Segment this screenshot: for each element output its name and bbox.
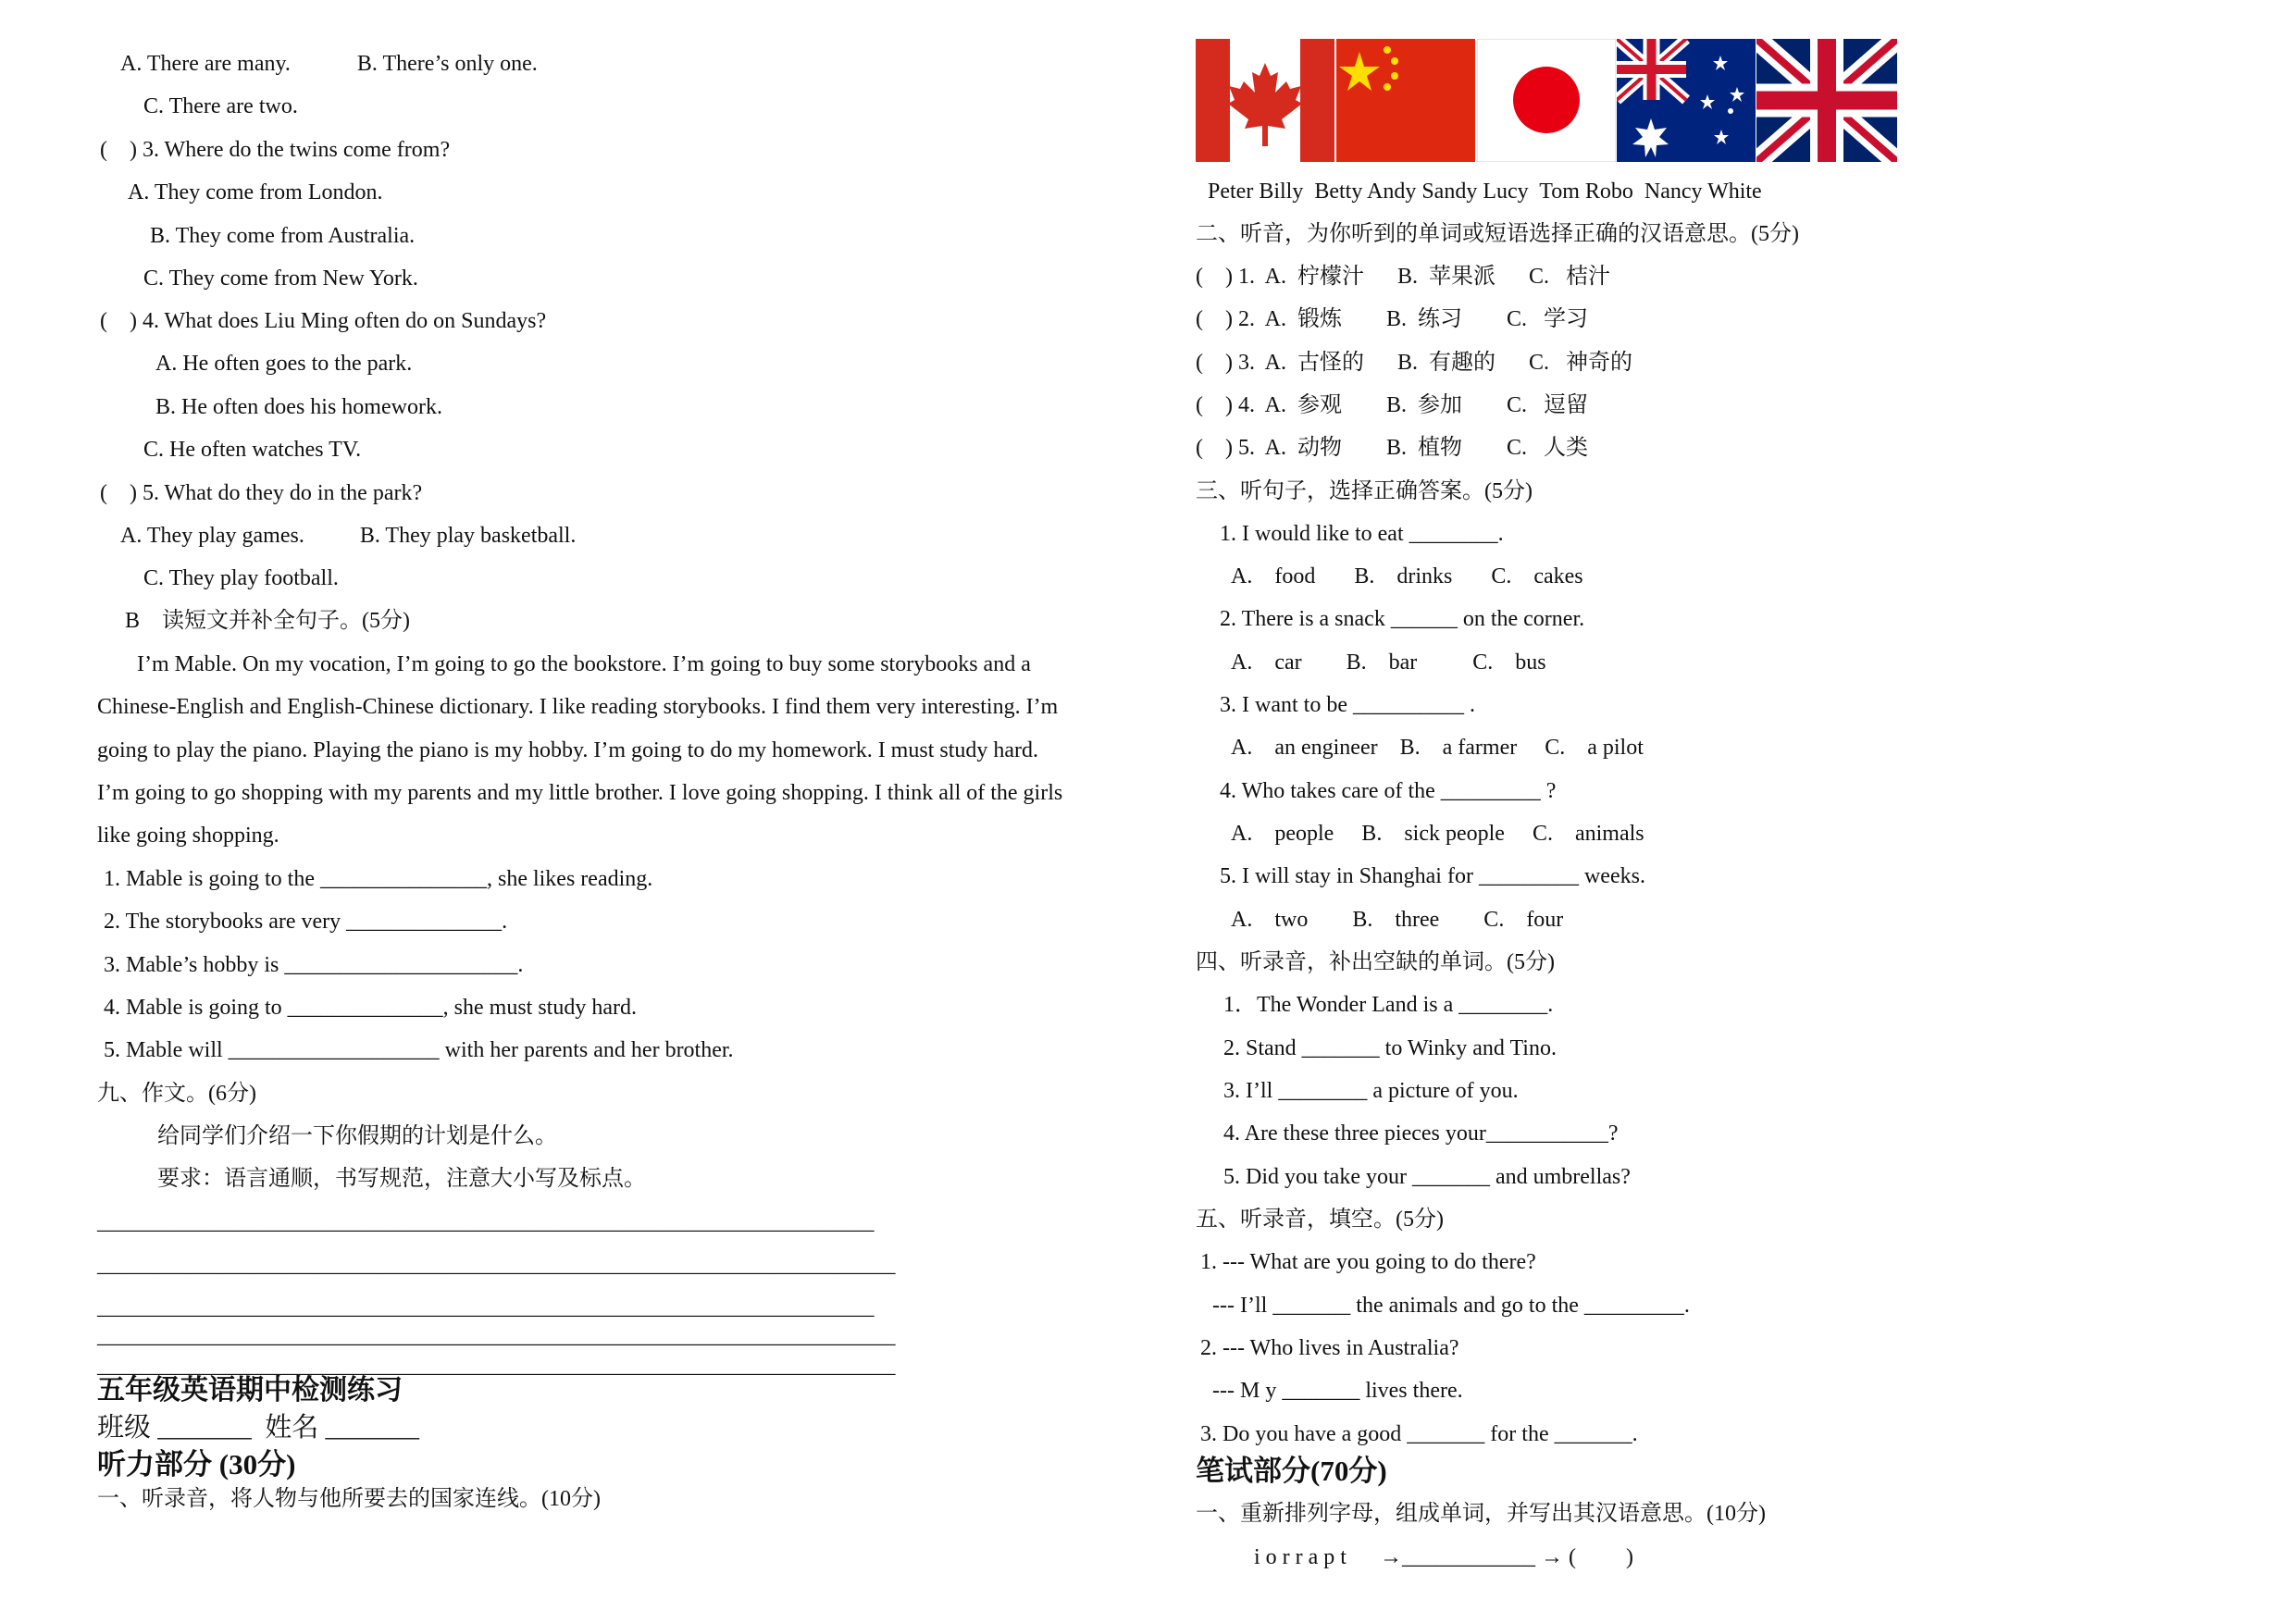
blank-question-5: 5. Did you take your _______ and umbrellas? [1223,1165,1631,1189]
q3-option-b: B. They come from Australia. [150,224,416,248]
section-2-heading: 二、听音，为你听到的单词或短语选择正确的汉语意思。(5分) [1196,222,1799,246]
sentence-options-4: A. people B. sick people C. animals [1231,822,1644,846]
dialogue-2-question: 2. --- Who lives in Australia? [1200,1336,1459,1360]
china-flag-icon [1336,39,1475,162]
blank-question-4: 4. Are these three pieces your___________? [1223,1121,1619,1146]
writing-line: _________________________________________________________________________ [97,1210,875,1233]
writing-line: _________________________________________________________________________ [97,1295,875,1319]
q4-option-b: B. He often does his homework. [155,395,442,419]
scramble-word-1: i o r r a p t →____________ → ( ) [1254,1545,1633,1569]
passage-line-4: I’m going to go shopping with my parents and my little brother. I love going shopping. I think all of the girls [97,781,1063,805]
writing-line: ___________________________________________________________________________ [97,1324,896,1347]
sentence-question-2: 2. There is a snack ______ on the corner. [1220,607,1585,631]
choice-question-3: ( ) 3. A. 古怪的 B. 有趣的 C. 神奇的 [1196,351,1633,375]
names-list: Peter Billy Betty Andy Sandy Lucy Tom Robo Nancy White [1208,180,1762,204]
sentence-options-3: A. an engineer B. a farmer C. a pilot [1231,736,1644,760]
blank-question-3: 3. I’ll ________ a picture of you. [1223,1079,1519,1103]
sentence-question-3: 3. I want to be __________ . [1220,693,1475,717]
q2-options-ab: A. There are many. B. There’s only one. [120,52,538,76]
sentence-options-1: A. food B. drinks C. cakes [1231,564,1583,588]
sentence-options-5: A. two B. three C. four [1231,908,1564,932]
question-5: ( ) 5. What do they do in the park? [100,481,423,505]
blank-question-2: 2. Stand _______ to Winky and Tino. [1223,1036,1557,1060]
listening-heading: 听力部分 (30分) [97,1448,296,1481]
composition-prompt: 给同学们介绍一下你假期的计划是什么。 [157,1124,557,1148]
dialogue-1-question: 1. --- What are you going to do there? [1200,1250,1536,1274]
fill-sentence-1: 1. Mable is going to the _______________, she likes reading. [104,867,653,891]
writing-line: ___________________________________________________________________________ [97,1253,896,1276]
q5-option-c: C. They play football. [143,566,339,590]
passage-line-2: Chinese-English and English-Chinese dictionary. I like reading storybooks. I find them very interesting. I’m [97,695,1059,719]
composition-heading: 九、作文。(6分) [97,1082,256,1106]
passage-line-5: like going shopping. [97,824,279,848]
australia-flag-icon [1617,39,1756,162]
q4-option-a: A. He often goes to the park. [155,352,413,376]
written-section-1: 一、重新排列字母，组成单词，并写出其汉语意思。(10分) [1196,1502,1766,1526]
fill-sentence-4: 4. Mable is going to ______________, she must study hard. [104,996,637,1020]
choice-question-4: ( ) 4. A. 参观 B. 参加 C. 逗留 [1196,393,1589,417]
dialogue-1-answer: --- I’ll _______ the animals and go to the _________. [1212,1294,1690,1318]
fill-sentence-3: 3. Mable’s hobby is _____________________. [104,953,524,977]
dialogue-2-answer: --- M y _______ lives there. [1212,1379,1463,1403]
section-b-heading: B 读短文并补全句子。(5分) [125,609,410,633]
fill-sentence-5: 5. Mable will ___________________ with her parents and her brother. [104,1038,734,1062]
written-heading: 笔试部分(70分) [1196,1455,1387,1487]
listening-section-1: 一、听录音，将人物与他所要去的国家连线。(10分) [97,1487,601,1511]
uk-flag-icon [1756,39,1897,162]
dialogue-3: 3. Do you have a good _______ for the _______. [1200,1422,1638,1446]
choice-question-2: ( ) 2. A. 锻炼 B. 练习 C. 学习 [1196,307,1589,331]
section-3-heading: 三、听句子，选择正确答案。(5分) [1196,479,1533,503]
q5-options-ab: A. They play games. B. They play basketball. [120,524,577,548]
passage-line-1: I’m Mable. On my vocation, I’m going to go the bookstore. I’m going to buy some storybooks and a [137,652,1031,676]
composition-requirements: 要求：语言通顺，书写规范，注意大小写及标点。 [157,1167,646,1191]
passage-line-3: going to play the piano. Playing the piano is my hobby. I’m going to do my homework. I must study hard. [97,738,1039,762]
q3-option-a: A. They come from London. [128,180,383,204]
sentence-question-5: 5. I will stay in Shanghai for _________ weeks. [1220,864,1645,888]
blank-question-1: 1．The Wonder Land is a ________. [1223,993,1554,1017]
choice-question-1: ( ) 1. A. 柠檬汁 B. 苹果派 C. 桔汁 [1196,265,1611,289]
sentence-question-4: 4. Who takes care of the _________ ? [1220,779,1557,803]
page-title: 五年级英语期中检测练习 [97,1375,403,1406]
question-3: ( ) 3. Where do the twins come from? [100,138,451,162]
japan-flag-icon [1477,39,1616,162]
section-5-heading: 五、听录音，填空。(5分) [1196,1208,1444,1232]
section-4-heading: 四、听录音，补出空缺的单词。(5分) [1196,950,1555,974]
writing-line: ___________________________________________________________________________ [97,1354,896,1377]
canada-flag-icon [1196,39,1334,162]
sentence-options-2: A. car B. bar C. bus [1231,650,1546,675]
fill-sentence-2: 2. The storybooks are very ______________. [104,910,508,934]
q3-option-c: C. They come from New York. [143,266,418,291]
class-name-line: 班级 _______ 姓名 _______ [97,1413,420,1443]
choice-question-5: ( ) 5. A. 动物 B. 植物 C. 人类 [1196,436,1589,460]
question-4: ( ) 4. What does Liu Ming often do on Sundays? [100,309,547,333]
q4-option-c: C. He often watches TV. [143,438,362,462]
q2-option-c: C. There are two. [143,94,298,118]
sentence-question-1: 1. I would like to eat ________. [1220,522,1504,546]
